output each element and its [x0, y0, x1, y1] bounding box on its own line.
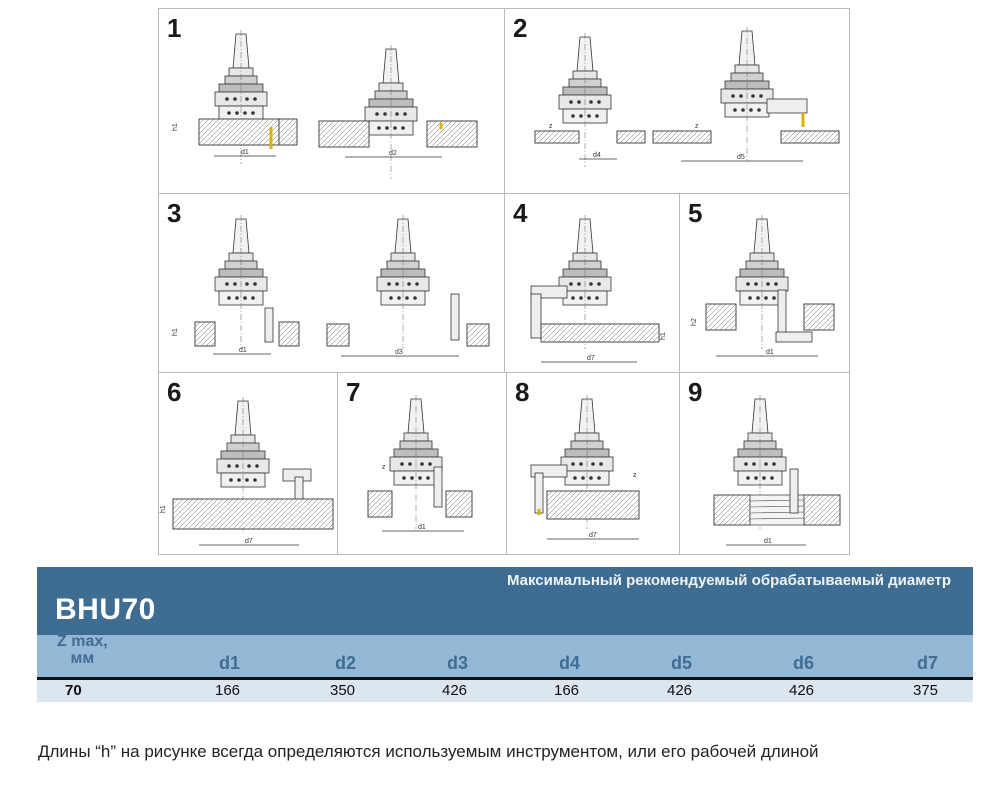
dim-label: d3 — [395, 349, 403, 356]
panel-7-drawing — [338, 373, 507, 555]
workpiece-hatch — [804, 495, 840, 525]
workpiece-hatch — [199, 119, 279, 145]
boring-head-drawing — [559, 33, 611, 167]
dim-label: h2 — [691, 318, 698, 326]
cell-d3: 426 — [442, 682, 468, 699]
column-header-d2: d2 — [335, 653, 357, 673]
panel-2-drawing — [505, 9, 850, 194]
dim-label: h1 — [172, 123, 179, 131]
panel-number-1: 1 — [167, 13, 182, 43]
cell-d2: 350 — [330, 682, 356, 699]
workpiece-hatch — [368, 491, 392, 517]
workpiece-hatch — [327, 324, 349, 346]
workpiece-hatch — [279, 119, 297, 145]
panel-9-drawing — [680, 373, 850, 555]
panel-6-drawing — [159, 373, 338, 555]
table-title: Максимальный рекомендуемый обрабатываемый диаметр — [506, 572, 951, 589]
diagram-panel-2 — [504, 8, 850, 194]
workpiece-hatch — [541, 324, 659, 342]
column-header-d1: d1 — [219, 653, 241, 673]
panel-number-3: 3 — [167, 198, 182, 228]
boring-head-drawing — [377, 215, 429, 349]
cell-d6: 426 — [789, 682, 815, 699]
boring-head-drawing — [365, 45, 417, 179]
panel-5-drawing — [680, 194, 850, 373]
table-header — [37, 567, 973, 635]
dim-label: d7 — [587, 355, 595, 362]
tool-setup-diagrams — [158, 8, 850, 555]
diagram-panel-1 — [158, 8, 505, 194]
dim-label: z — [633, 472, 637, 479]
dim-label: d7 — [589, 532, 597, 539]
panel-8-drawing — [507, 373, 680, 555]
dim-label: d7 — [245, 538, 253, 545]
diagram-panel-5 — [679, 193, 850, 373]
cell-d5: 426 — [667, 682, 693, 699]
dim-label: d5 — [737, 154, 745, 161]
workpiece-hatch — [467, 324, 489, 346]
dim-label: d2 — [389, 150, 397, 157]
panel-number-5: 5 — [688, 198, 703, 228]
workpiece-hatch — [446, 491, 472, 517]
cell-d4: 166 — [554, 682, 580, 699]
panel-1-drawing — [159, 9, 505, 194]
boring-head-drawing — [721, 27, 773, 161]
workpiece-hatch — [319, 121, 369, 147]
cell-zmax: 70 — [65, 682, 82, 699]
dim-label: h1 — [660, 332, 667, 340]
footnote: Длины “h” на рисунке всегда определяются используемым инструментом, или его рабочей длиной — [38, 742, 819, 761]
zmax-header-line2: мм — [70, 650, 95, 667]
boring-head-drawing — [215, 215, 267, 349]
column-header-d5: d5 — [671, 653, 693, 673]
workpiece-hatch — [535, 131, 579, 143]
panel-number-2: 2 — [513, 13, 528, 43]
dim-label: h1 — [172, 328, 179, 336]
workpiece-hatch — [781, 131, 839, 143]
column-header-d3: d3 — [447, 653, 469, 673]
cell-d7: 375 — [913, 682, 939, 699]
diagram-panel-8 — [506, 372, 680, 555]
diagram-panel-7 — [337, 372, 507, 555]
workpiece-hatch — [653, 131, 711, 143]
column-header-d7: d7 — [917, 653, 939, 673]
dim-label: d1 — [418, 524, 426, 531]
workpiece-hatch — [547, 491, 639, 519]
panel-number-7: 7 — [346, 377, 361, 407]
dim-label: d4 — [593, 152, 601, 159]
panel-number-6: 6 — [167, 377, 182, 407]
workpiece-hatch — [714, 495, 750, 525]
zmax-header — [57, 633, 108, 667]
diagram-panel-9 — [679, 372, 850, 555]
workpiece-hatch — [804, 304, 834, 330]
table-column-header-row — [37, 635, 973, 677]
dim-label: d1 — [241, 149, 249, 156]
panel-number-9: 9 — [688, 377, 703, 407]
dim-label: z — [549, 123, 553, 130]
boring-head-drawing — [390, 395, 442, 529]
dim-label: z — [382, 464, 386, 471]
dim-label: d1 — [766, 349, 774, 356]
workpiece-hatch — [427, 121, 477, 147]
workpiece-hatch — [195, 322, 215, 346]
column-header-d6: d6 — [793, 653, 815, 673]
dim-label: d1 — [239, 347, 247, 354]
dim-label: d1 — [764, 538, 772, 545]
cell-d1: 166 — [215, 682, 241, 699]
panel-4-drawing — [505, 194, 680, 373]
panel-3-drawing — [159, 194, 505, 373]
diagram-panel-6 — [158, 372, 338, 555]
zmax-header-line1: Z max, — [57, 633, 108, 650]
workpiece-hatch — [706, 304, 736, 330]
workpiece-hatch — [279, 322, 299, 346]
column-header-d4: d4 — [559, 653, 581, 673]
diagram-panel-4 — [504, 193, 680, 373]
table-row — [37, 680, 973, 702]
dim-label: z — [695, 123, 699, 130]
model-name: BHU70 — [55, 593, 156, 626]
workpiece-hatch — [173, 499, 333, 529]
panel-number-8: 8 — [515, 377, 530, 407]
panel-number-4: 4 — [513, 198, 528, 228]
workpiece-hatch — [617, 131, 645, 143]
dim-label: h1 — [160, 505, 167, 513]
diagram-panel-3 — [158, 193, 505, 373]
